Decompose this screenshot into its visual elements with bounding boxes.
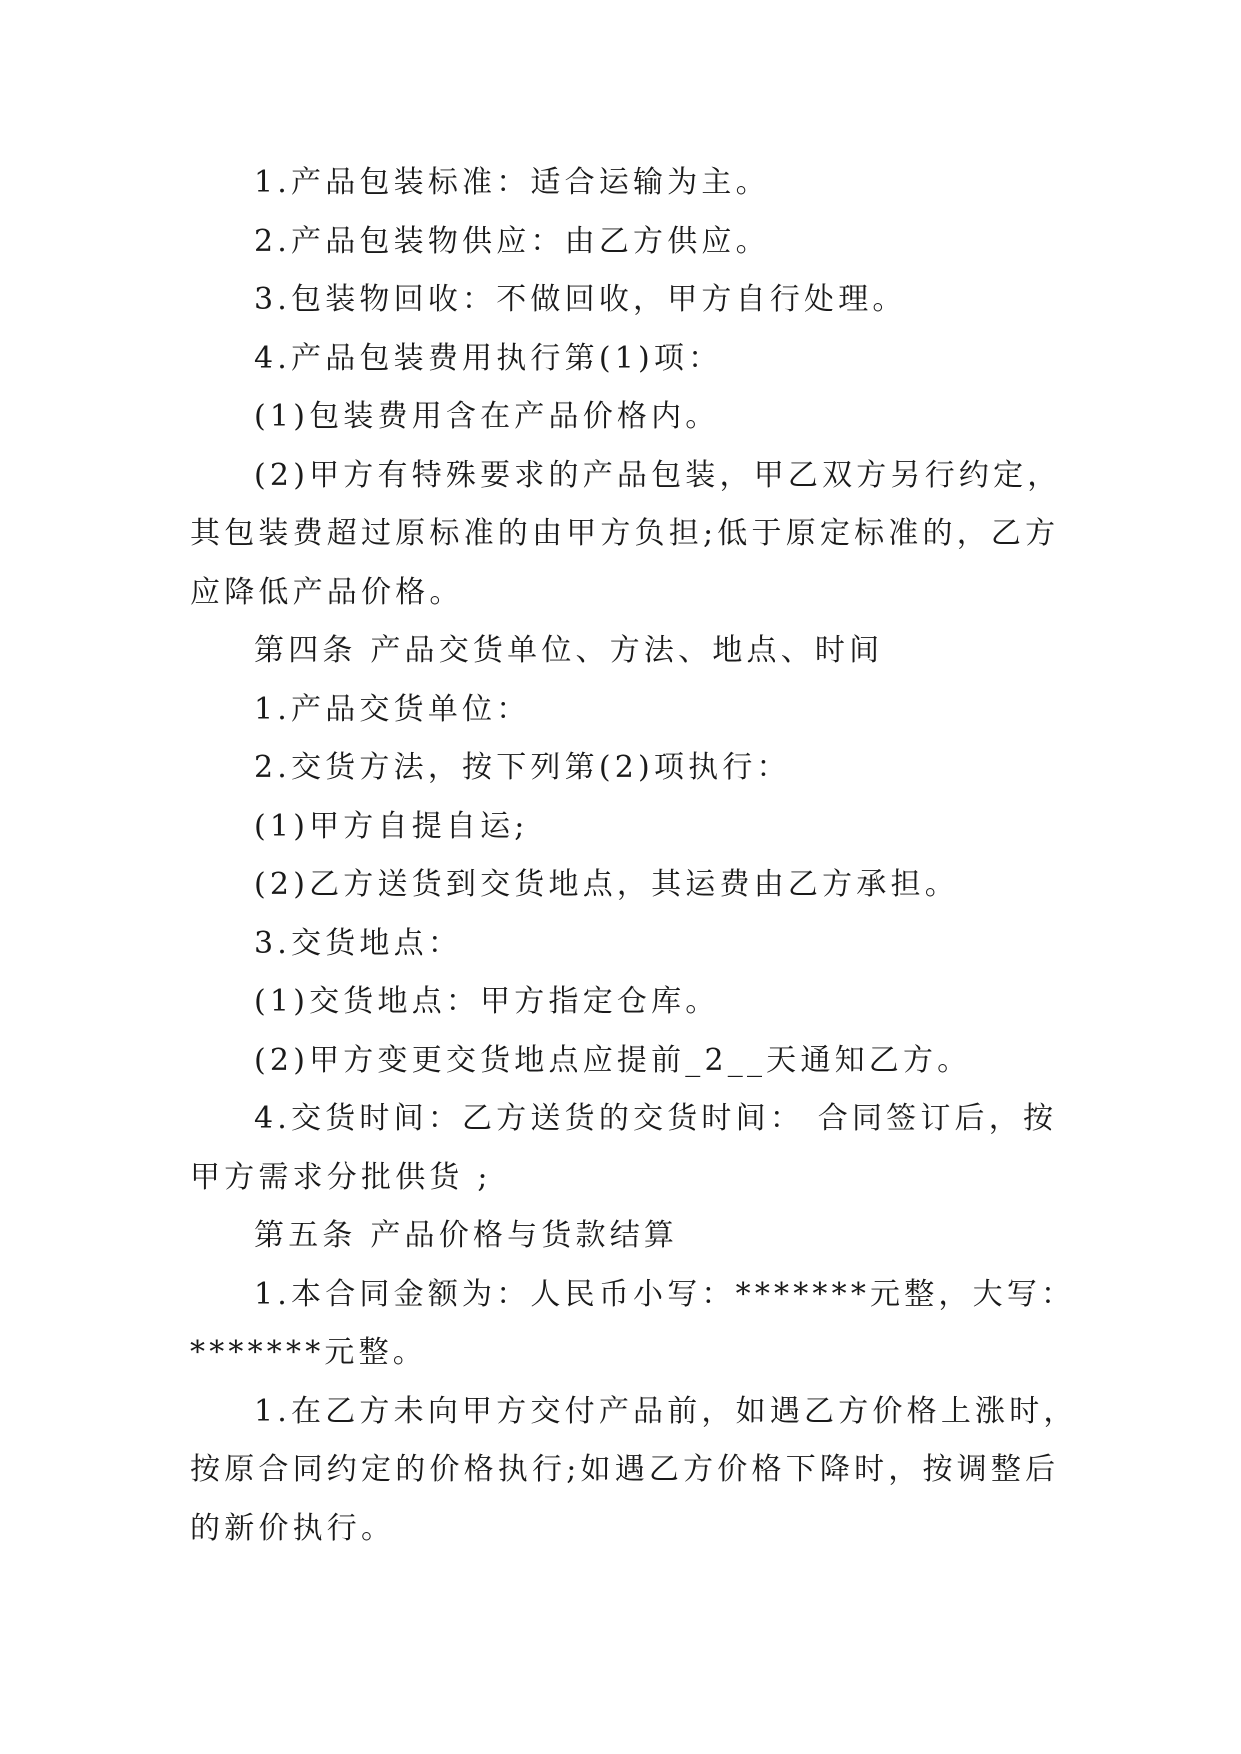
contract-amount-line-cont: *******元整。: [190, 1335, 427, 1370]
packaging-recycle-line: 3.包装物回收：不做回收，甲方自行处理。: [254, 282, 907, 317]
delivery-method-option-1: (1)甲方自提自运;: [254, 808, 529, 844]
packaging-cost-option-2: (2)甲方有特殊要求的产品包装，甲乙双方另行约定，: [254, 457, 1062, 493]
packaging-cost-line: 4.产品包装费用执行第(1)项：: [254, 340, 723, 376]
delivery-unit-line: 1.产品交货单位：: [254, 691, 531, 727]
delivery-method-line: 2.交货方法，按下列第(2)项执行：: [254, 750, 791, 785]
contract-amount-line: 1.本合同金额为：人民币小写：*******元整，大写：: [254, 1276, 1076, 1312]
delivery-place-option-2: (2)甲方变更交货地点应提前_2__天通知乙方。: [254, 1042, 972, 1078]
document-body: [190, 154, 1078, 1558]
packaging-supply-line: 2.产品包装物供应：由乙方供应。: [254, 223, 770, 259]
packaging-cost-option-2-cont-2: 应降低产品价格。: [190, 574, 464, 610]
price-adjust-line-cont-2: 的新价执行。: [190, 1510, 396, 1546]
article-five-heading: 第五条 产品价格与货款结算: [254, 1218, 679, 1253]
article-four-heading: 第四条 产品交货单位、方法、地点、时间: [254, 633, 884, 668]
price-adjust-line-cont-1: 按原合同约定的价格执行;如遇乙方价格下降时，按调整后: [190, 1452, 1060, 1487]
delivery-place-option-1: (1)交货地点：甲方指定仓库。: [254, 984, 720, 1019]
delivery-method-option-2: (2)乙方送货到交货地点，其运费由乙方承担。: [254, 867, 959, 902]
delivery-time-line: 4.交货时间：乙方送货的交货时间： 合同签订后，按: [254, 1101, 1058, 1136]
packaging-standard-line: 1.产品包装标准：适合运输为主。: [254, 165, 770, 200]
price-adjust-line: 1.在乙方未向甲方交付产品前，如遇乙方价格上涨时，: [254, 1393, 1078, 1429]
delivery-place-line: 3.交货地点：: [254, 925, 463, 961]
packaging-cost-option-1: (1)包装费用含在产品价格内。: [254, 399, 720, 434]
packaging-cost-option-2-cont-1: 其包装费超过原标准的由甲方负担;低于原定标准的，乙方: [190, 516, 1060, 551]
delivery-time-line-cont: 甲方需求分批供货 ;: [190, 1159, 492, 1195]
